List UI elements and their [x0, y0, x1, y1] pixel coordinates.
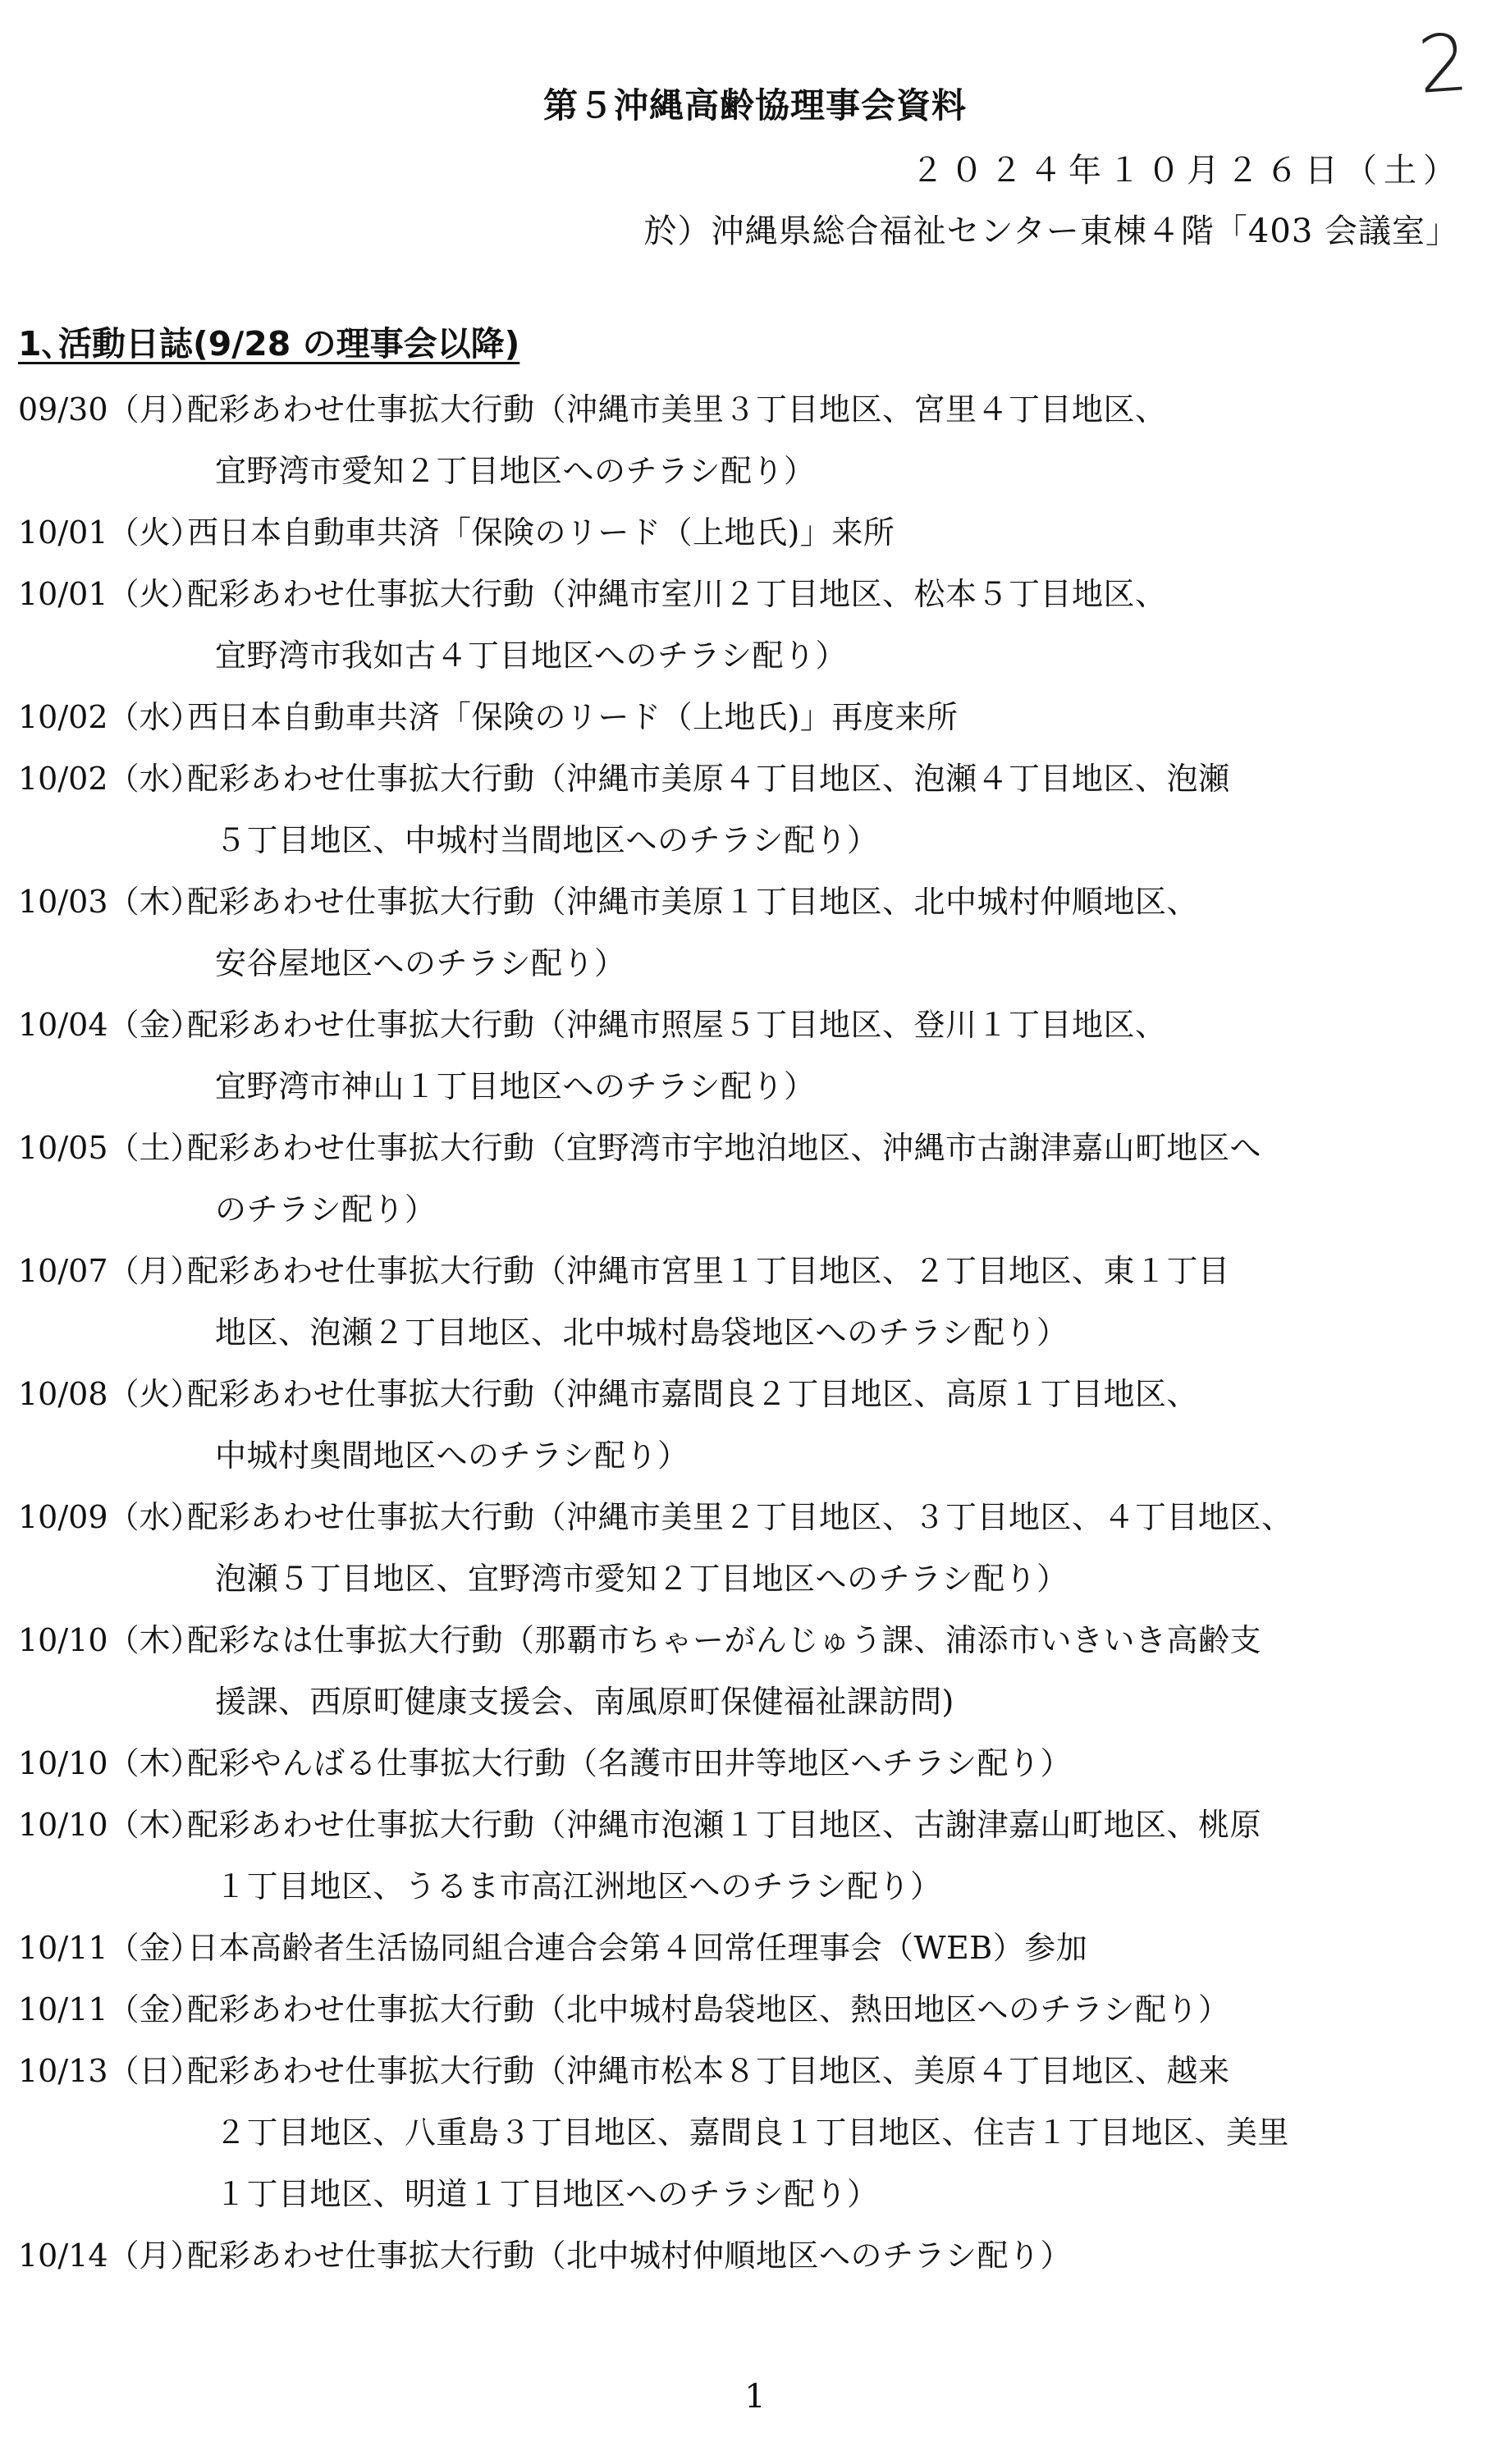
entry-date: 10/11（金） — [18, 1930, 202, 1966]
entry-date: 10/03（木） — [18, 884, 202, 920]
entry-line: 配彩なは仕事拡大行動（那覇市ちゃーがんじゅう課、浦添市いきいき高齢支 — [187, 1622, 1262, 1658]
log-entry — [18, 1118, 1487, 1241]
entry-line: 配彩あわせ仕事拡大行動（沖縄市泡瀬１丁目地区、古謝津嘉山町地区、桃原 — [187, 1807, 1262, 1843]
log-entry — [18, 564, 1487, 687]
entry-date: 10/02（水） — [18, 761, 202, 797]
entry-line: 西日本自動車共済「保険のリード（上地氏)」再度来所 — [187, 699, 959, 735]
log-entry — [18, 1487, 1487, 1610]
document-title: 第５沖縄高齢協理事会資料 — [542, 85, 967, 126]
entry-text — [187, 502, 1487, 564]
log-entry — [18, 1794, 1487, 1918]
entry-text — [187, 1118, 1487, 1241]
entry-text — [187, 1979, 1487, 2041]
entry-text — [187, 748, 1487, 871]
log-entry — [18, 502, 1487, 564]
entry-text — [187, 1794, 1487, 1918]
entry-line: 配彩あわせ仕事拡大行動（沖縄市美里２丁目地区、３丁目地区、４丁目地区、 — [187, 1499, 1293, 1535]
entry-date: 10/10（木） — [18, 1622, 202, 1658]
log-entry — [18, 379, 1487, 502]
entry-date: 10/11（金） — [18, 1991, 202, 2027]
entry-line: ５丁目地区、中城村当間地区へのチラシ配り） — [215, 822, 879, 858]
handwritten-page-mark: 2 — [1415, 16, 1471, 112]
entry-line: 配彩あわせ仕事拡大行動（沖縄市照屋５丁目地区、登川１丁目地区、 — [187, 1007, 1167, 1043]
entry-text — [187, 379, 1487, 502]
entry-line: 配彩あわせ仕事拡大行動（沖縄市美原４丁目地区、泡瀬４丁目地区、泡瀬 — [187, 761, 1230, 797]
entry-line: 宜野湾市神山１丁目地区へのチラシ配り） — [215, 1068, 816, 1104]
entry-text — [187, 1487, 1487, 1610]
entry-date: 10/09（水） — [18, 1499, 202, 1535]
entry-text — [187, 1364, 1487, 1487]
activity-log-list — [18, 379, 1487, 2287]
entry-date: 10/01（火） — [18, 514, 202, 551]
entry-date: 10/08（火） — [18, 1376, 202, 1412]
log-entry — [18, 687, 1487, 748]
entry-text — [187, 1733, 1487, 1794]
entry-line: 配彩あわせ仕事拡大行動（沖縄市室川２丁目地区、松本５丁目地区、 — [187, 576, 1167, 612]
entry-text — [187, 687, 1487, 748]
entry-line: 配彩あわせ仕事拡大行動（沖縄市嘉間良２丁目地区、高原１丁目地区、 — [187, 1376, 1199, 1412]
entry-line: 中城村奥間地区へのチラシ配り） — [215, 1438, 689, 1474]
entry-text — [187, 2041, 1487, 2225]
log-entry — [18, 748, 1487, 871]
entry-text — [187, 994, 1487, 1118]
entry-line: 配彩あわせ仕事拡大行動（北中城村仲順地区へのチラシ配り） — [187, 2238, 1073, 2274]
entry-line: 泡瀬５丁目地区、宜野湾市愛知２丁目地区へのチラシ配り） — [215, 1561, 1068, 1597]
entry-line: 配彩あわせ仕事拡大行動（北中城村島袋地区、熱田地区へのチラシ配り） — [187, 1991, 1230, 2027]
entry-text — [187, 564, 1487, 687]
log-entry — [18, 1610, 1487, 1733]
entry-text — [187, 1918, 1487, 1979]
entry-date: 10/01（火） — [18, 576, 202, 612]
log-entry — [18, 1979, 1487, 2041]
entry-line: 配彩あわせ仕事拡大行動（沖縄市美里３丁目地区、宮里４丁目地区、 — [187, 391, 1167, 427]
entry-line: 宜野湾市我如古４丁目地区へのチラシ配り） — [215, 638, 848, 674]
entry-line: 配彩あわせ仕事拡大行動（宜野湾市宇地泊地区、沖縄市古謝津嘉山町地区へ — [187, 1130, 1262, 1166]
entry-text — [187, 1610, 1487, 1733]
log-entry — [18, 1733, 1487, 1794]
entry-line: のチラシ配り） — [215, 1191, 437, 1227]
log-entry — [18, 1241, 1487, 1364]
entry-line: 配彩やんばる仕事拡大行動（名護市田井等地区へチラシ配り） — [187, 1745, 1073, 1781]
entry-line: 宜野湾市愛知２丁目地区へのチラシ配り） — [215, 453, 816, 489]
entry-date: 09/30（月） — [18, 391, 202, 427]
entry-text — [187, 2225, 1487, 2287]
entry-line: 配彩あわせ仕事拡大行動（沖縄市宮里１丁目地区、２丁目地区、東１丁目 — [187, 1253, 1230, 1289]
entry-line: 配彩あわせ仕事拡大行動（沖縄市松本８丁目地区、美原４丁目地区、越来 — [187, 2053, 1230, 2089]
entry-line: 日本高齢者生活協同組合連合会第４回常任理事会（WEB）参加 — [187, 1930, 1088, 1966]
entry-date: 10/14（月） — [18, 2238, 202, 2274]
entry-line: 地区、泡瀬２丁目地区、北中城村島袋地区へのチラシ配り） — [215, 1314, 1068, 1351]
entry-line: 援課、西原町健康支援会、南風原町保健福祉課訪問) — [215, 1684, 954, 1720]
entry-date: 10/13（日） — [18, 2053, 202, 2089]
section-heading: 1､活動日誌(9/28 の理事会以降) — [18, 324, 520, 363]
page-number: 1 — [744, 2378, 766, 2416]
entry-text — [187, 1241, 1487, 1364]
entry-date: 10/05（土） — [18, 1130, 202, 1166]
entry-text — [187, 871, 1487, 994]
entry-date: 10/07（月） — [18, 1253, 202, 1289]
entry-date: 10/04（金） — [18, 1007, 202, 1043]
entry-line: 配彩あわせ仕事拡大行動（沖縄市美原１丁目地区、北中城村仲順地区、 — [187, 884, 1199, 920]
entry-line: １丁目地区、明道１丁目地区へのチラシ配り） — [215, 2176, 879, 2212]
log-entry — [18, 2225, 1487, 2287]
entry-line: １丁目地区、うるま市高江洲地区へのチラシ配り） — [215, 1868, 942, 1904]
entry-line: 西日本自動車共済「保険のリード（上地氏)」来所 — [187, 514, 895, 551]
entry-line: 安谷屋地区へのチラシ配り） — [215, 945, 626, 981]
entry-line: ２丁目地区、八重島３丁目地区、嘉間良１丁目地区、住吉１丁目地区、美里 — [215, 2114, 1290, 2151]
log-entry — [18, 1918, 1487, 1979]
log-entry — [18, 871, 1487, 994]
meeting-venue: 於）沖縄県総合福祉センター東棟４階「403 会議室」 — [643, 213, 1459, 250]
entry-date: 10/10（木） — [18, 1807, 202, 1843]
log-entry — [18, 994, 1487, 1118]
entry-date: 10/10（木） — [18, 1745, 202, 1781]
log-entry — [18, 1364, 1487, 1487]
entry-date: 10/02（水） — [18, 699, 202, 735]
meeting-date: ２０２４年１０月２６日（土） — [911, 152, 1462, 190]
log-entry — [18, 2041, 1487, 2225]
